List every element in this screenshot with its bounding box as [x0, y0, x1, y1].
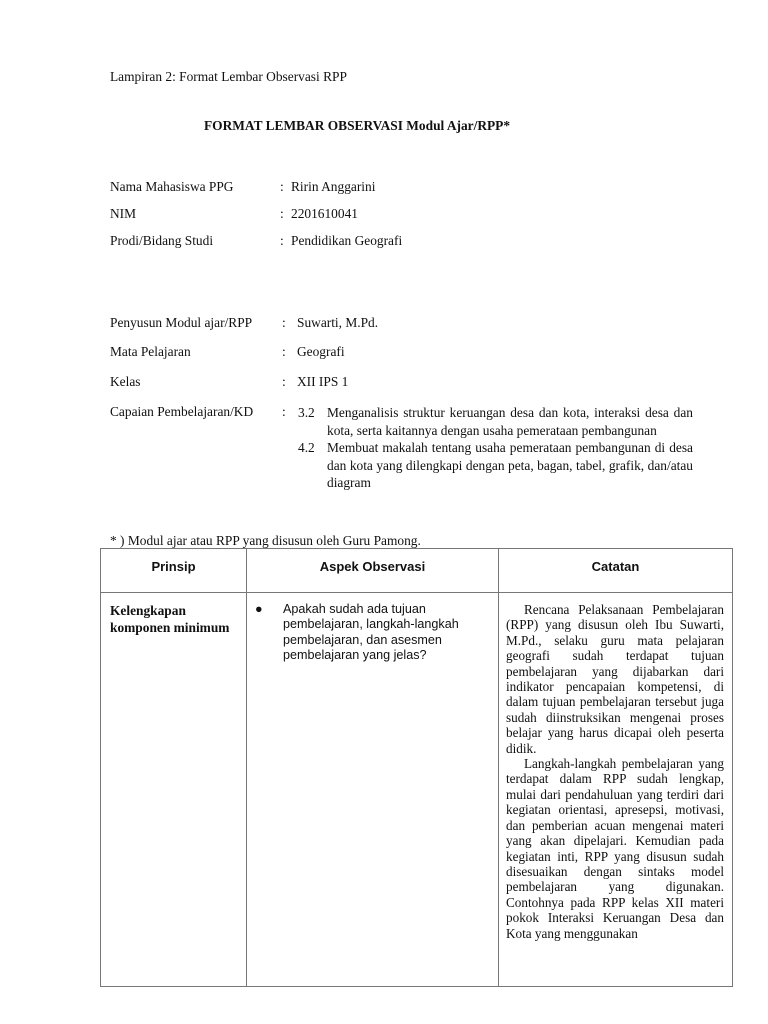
catatan-content — [506, 602, 724, 986]
identity-row-prodi — [110, 233, 728, 251]
field-colon: : — [280, 206, 284, 221]
field-label: Nama Mahasiswa PPG — [110, 179, 234, 194]
kd-text: Menganalisis struktur keruangan desa dan kota, interaksi desa dan kota, serta kaitannya dengan usaha pemerataan pembangunan — [327, 405, 693, 438]
kd-text: Membuat makalah tentang usaha pemerataan pembangunan di desa dan kota yang dilengkapi dengan peta, bagan, tabel, grafik, dan/atau diagram — [327, 440, 693, 490]
field-label: Prodi/Bidang Studi — [110, 233, 214, 248]
field-label: Penyusun Modul ajar/RPP — [110, 315, 253, 330]
module-row-subject — [110, 344, 728, 362]
identity-row-nim — [110, 206, 728, 224]
kd-list — [298, 404, 693, 492]
table-header-row — [101, 549, 733, 593]
aspek-cell — [247, 593, 499, 987]
field-label: Kelas — [110, 374, 141, 389]
field-value: 2201610041 — [291, 206, 358, 221]
aspek-text: Apakah sudah ada tujuan pembelajaran, langkah-langkah pembelajaran, dan asesmen pembelajaran yang jelas? — [283, 602, 459, 663]
bullet-icon: ● — [255, 602, 263, 616]
prinsip-cell: Kelengkapan komponen minimum — [101, 593, 247, 987]
field-colon: : — [280, 233, 284, 248]
field-value: XII IPS 1 — [297, 374, 349, 389]
field-label: Mata Pelajaran — [110, 344, 191, 359]
field-value: Suwarti, M.Pd. — [297, 315, 379, 330]
field-label: NIM — [110, 206, 137, 221]
module-row-author — [110, 315, 728, 333]
field-colon: : — [282, 374, 286, 389]
field-value: Geografi — [297, 344, 345, 359]
field-colon: : — [282, 404, 286, 419]
field-colon: : — [282, 344, 286, 359]
footnote: * ) Modul ajar atau RPP yang disusun oleh Guru Pamong. — [110, 533, 421, 548]
field-colon: : — [280, 179, 284, 194]
kd-number: 4.2 — [298, 440, 315, 455]
module-row-class — [110, 374, 728, 392]
catatan-cell — [499, 593, 733, 987]
field-colon: : — [282, 315, 286, 330]
document-title: FORMAT LEMBAR OBSERVASI Modul Ajar/RPP* — [204, 118, 511, 133]
catatan-paragraph: Langkah-langkah pembelajaran yang terdapat dalam RPP sudah lengkap, mulai dari pendahuluan yang terdiri dari kegiatan orientasi, apresepsi, motivasi, dan pemberian acuan mengenai materi yang akan dipelajari. Kemudian pada kegiatan inti, RPP yang disusun sudah disesuaikan dengan sintaks model pembelajaran yang digunakan. Contohnya pada RPP kelas XII materi pokok Interaksi Keruangan Desa dan Kota yang menggunakan — [506, 756, 724, 941]
appendix-label: Lampiran 2: Format Lembar Observasi RPP — [110, 69, 347, 84]
header-aspek: Aspek Observasi — [247, 549, 499, 593]
catatan-paragraph: Rencana Pelaksanaan Pembelajaran (RPP) yang disusun oleh Ibu Suwarti, M.Pd., selaku guru mata pelajaran geografi sudah terdapat tujuan pembelajaran yang dijabarkan dari indikator pencapaian kompetensi, di dalam tujuan pembelajaran tersebut juga sudah diinstruksikan mengenai proses belajar yang harus dicapai oleh peserta didik. — [506, 602, 724, 756]
aspek-list-item — [253, 602, 492, 664]
header-prinsip: Prinsip — [101, 549, 247, 593]
field-value: Ririn Anggarini — [291, 179, 376, 194]
kd-number: 3.2 — [298, 405, 315, 420]
kd-item — [298, 439, 693, 492]
identity-row-name — [110, 179, 728, 197]
field-value: Pendidikan Geografi — [291, 233, 403, 248]
observation-table — [100, 548, 733, 987]
table-row — [101, 593, 733, 987]
kd-item — [298, 404, 693, 439]
field-label: Capaian Pembelajaran/KD — [110, 404, 254, 419]
header-catatan: Catatan — [499, 549, 733, 593]
